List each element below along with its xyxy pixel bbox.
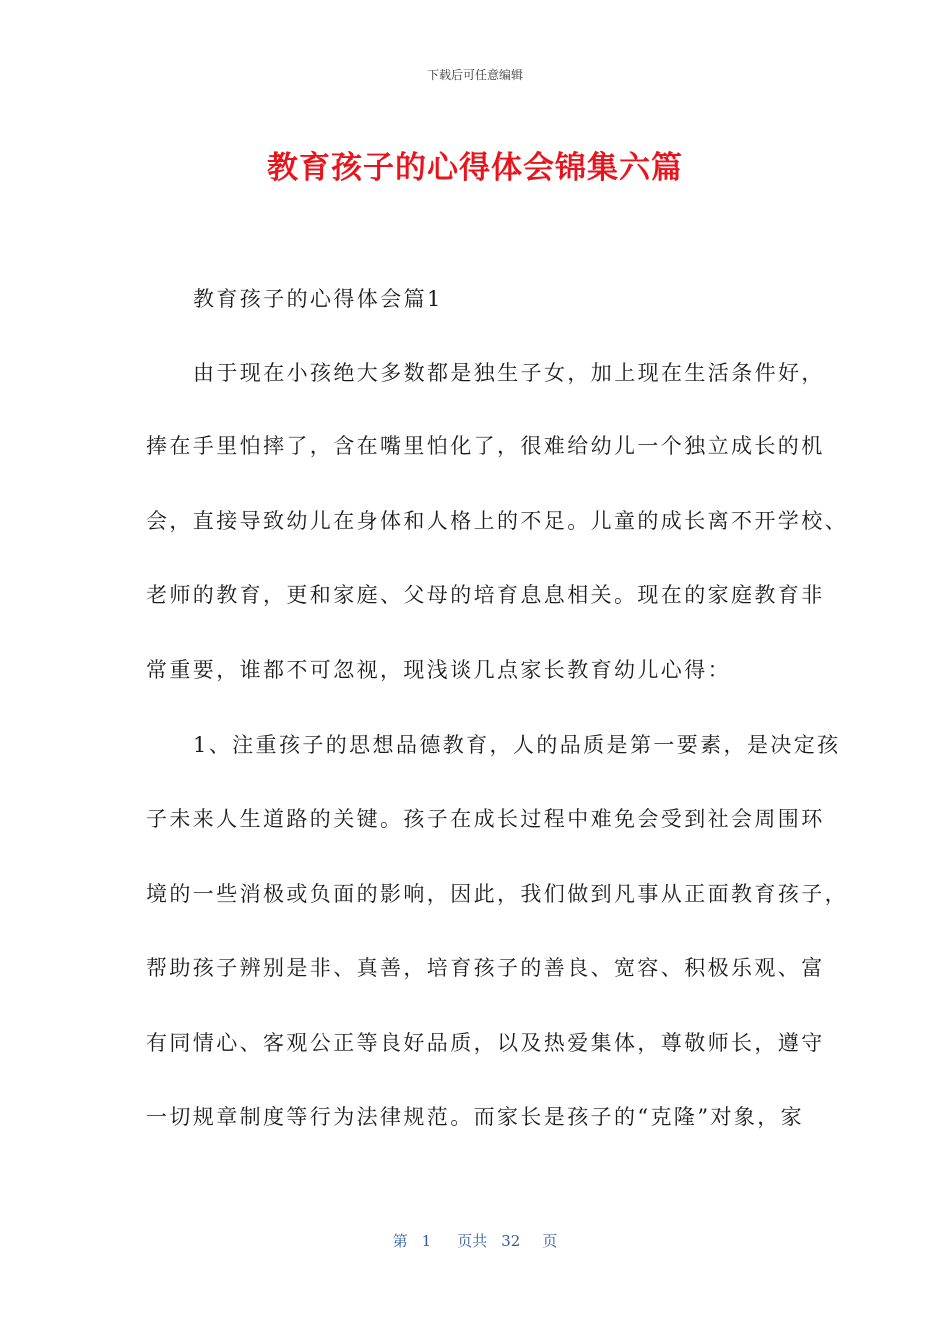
footer-prefix: 第 — [392, 1232, 408, 1250]
header-note: 下载后可任意编辑 — [426, 68, 523, 82]
paragraph-line: 子未来人生道路的关键。孩子在成长过程中难免会受到社会周围环 — [146, 807, 825, 831]
section-heading: 教育孩子的心得体会篇1 — [193, 287, 443, 311]
footer-middle: 页共 — [457, 1232, 488, 1250]
paragraph-line: 由于现在小孩绝大多数都是独生子女，加上现在生活条件好， — [193, 361, 825, 385]
paragraph-line: 1、注重孩子的思想品德教育，人的品质是第一要素，是决定孩 — [193, 733, 841, 757]
page-footer — [0, 1230, 950, 1251]
footer-total-pages: 32 — [501, 1232, 521, 1250]
paragraph-line: 一切规章制度等行为法律规范。而家长是孩子的“克隆”对象，家 — [146, 1105, 805, 1129]
paragraph-line: 常重要，谁都不可忽视，现浅谈几点家长教育幼儿心得： — [146, 658, 731, 682]
paragraph-line: 老师的教育，更和家庭、父母的培育息息相关。现在的家庭教育非 — [146, 583, 825, 607]
paragraph-line: 境的一些消极或负面的影响，因此，我们做到凡事从正面教育孩子， — [146, 882, 848, 906]
document-title: 教育孩子的心得体会锦集六篇 — [267, 150, 683, 186]
paragraph-line: 会，直接导致幼儿在身体和人格上的不足。儿童的成长离不开学校、 — [146, 509, 848, 533]
footer-current-page: 1 — [421, 1232, 432, 1250]
paragraph-line: 有同情心、客观公正等良好品质，以及热爱集体，尊敬师长，遵守 — [146, 1031, 825, 1055]
footer-suffix: 页 — [542, 1232, 558, 1250]
paragraph-line: 捧在手里怕摔了，含在嘴里怕化了，很难给幼儿一个独立成长的机 — [146, 434, 825, 458]
paragraph-line: 帮助孩子辨别是非、真善，培育孩子的善良、宽容、积极乐观、富 — [146, 956, 825, 980]
